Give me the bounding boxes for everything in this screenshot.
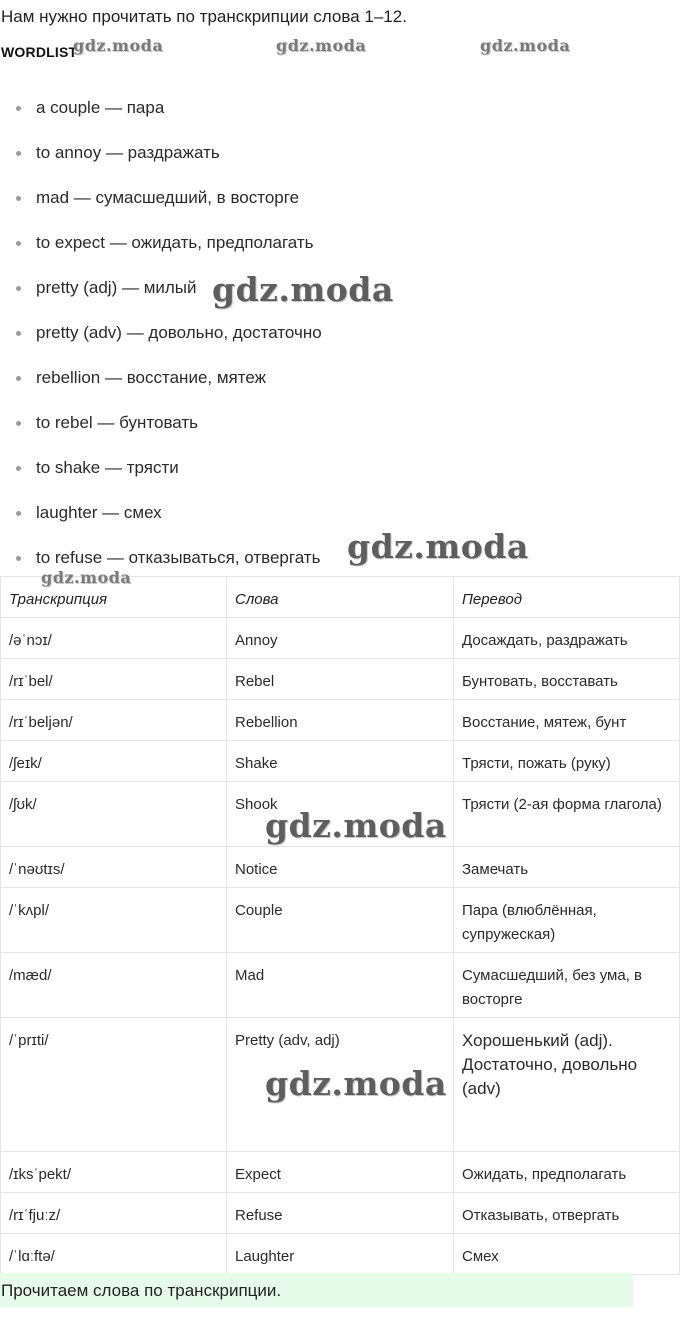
watermark: gdz.moda [212, 270, 394, 309]
intro-text: Нам нужно прочитать по транскрипции слова 1–12. [1, 7, 407, 26]
bullet-icon [16, 331, 21, 336]
list-item-text: pretty (adj) — милый [36, 278, 197, 297]
list-item-text: to rebel — бунтовать [36, 413, 199, 432]
watermark: gdz.moda [265, 806, 447, 845]
list-item [0, 223, 680, 268]
translation-cell: Восстание, мятеж, бунт [454, 700, 680, 741]
bullet-icon [16, 511, 21, 516]
word-cell: Shook [227, 782, 454, 847]
list-item [0, 133, 680, 178]
bullet-icon [16, 151, 21, 156]
table-row [1, 1152, 680, 1193]
list-item [0, 403, 680, 448]
table-row [1, 700, 680, 741]
bullet-icon [16, 421, 21, 426]
column-header: Перевод [454, 577, 680, 618]
transcription-cell: /ʃʊk/ [1, 782, 227, 847]
translation-cell: Хорошенький (adj). Достаточно, довольно (adv) [454, 1018, 680, 1152]
transcription-cell: /rɪˈbel/ [1, 659, 227, 700]
list-item [0, 448, 680, 493]
transcription-cell: /ˈlɑːftə/ [1, 1234, 227, 1275]
transcription-cell: /ˈprɪti/ [1, 1018, 227, 1152]
translation-cell: Отказывать, отвергать [454, 1193, 680, 1234]
watermark: gdz.moda [73, 36, 164, 55]
bullet-icon [16, 106, 21, 111]
bullet-icon [16, 466, 21, 471]
watermark: gdz.moda [276, 36, 367, 55]
column-header: Слова [227, 577, 454, 618]
word-cell: Couple [227, 888, 454, 953]
translation-cell: Трясти, пожать (руку) [454, 741, 680, 782]
list-item-text: rebellion — восстание, мятеж [36, 368, 266, 387]
translation-cell: Пара (влюблённая, супружеская) [454, 888, 680, 953]
transcription-cell: /rɪˈfjuːz/ [1, 1193, 227, 1234]
translation-cell: Смех [454, 1234, 680, 1275]
list-item-text: to shake — трясти [36, 458, 179, 477]
table-row [1, 1018, 680, 1152]
table-row [1, 782, 680, 847]
word-cell: Annoy [227, 618, 454, 659]
watermark: gdz.moda [41, 568, 132, 587]
word-cell: Notice [227, 847, 454, 888]
bullet-icon [16, 196, 21, 201]
watermark: gdz.moda [347, 527, 529, 566]
table-row [1, 1234, 680, 1275]
translation-cell: Ожидать, предполагать [454, 1152, 680, 1193]
bullet-icon [16, 286, 21, 291]
word-cell: Laughter [227, 1234, 454, 1275]
transcription-table [0, 576, 680, 1275]
transcription-cell: /ʃeɪk/ [1, 741, 227, 782]
watermark: gdz.moda [265, 1064, 447, 1103]
table-row [1, 618, 680, 659]
table-row [1, 1193, 680, 1234]
bullet-icon [16, 241, 21, 246]
bullet-icon [16, 376, 21, 381]
list-item-text: a couple — пара [36, 98, 165, 117]
transcription-cell: /ˈkʌpl/ [1, 888, 227, 953]
table-row [1, 741, 680, 782]
word-cell: Expect [227, 1152, 454, 1193]
list-item [0, 313, 680, 358]
word-cell: Refuse [227, 1193, 454, 1234]
list-item-text: to annoy — раздражать [36, 143, 220, 162]
list-item [0, 88, 680, 133]
table-header-row [1, 577, 680, 618]
word-cell: Shake [227, 741, 454, 782]
table-row [1, 847, 680, 888]
transcription-cell: /ɪksˈpekt/ [1, 1152, 227, 1193]
conclusion-text: Прочитаем слова по транскрипции. [0, 1273, 633, 1307]
translation-cell: Сумасшедший, без ума, в восторге [454, 953, 680, 1018]
table-row [1, 888, 680, 953]
transcription-cell: /rɪˈbeljən/ [1, 700, 227, 741]
translation-cell: Досаждать, раздражать [454, 618, 680, 659]
word-cell: Rebel [227, 659, 454, 700]
transcription-cell: /əˈnɔɪ/ [1, 618, 227, 659]
word-cell: Pretty (adv, adj) [227, 1018, 454, 1152]
table-row [1, 659, 680, 700]
transcription-cell: /mæd/ [1, 953, 227, 1018]
list-item-text: mad — сумасшедший, в восторге [36, 188, 300, 207]
word-cell: Rebellion [227, 700, 454, 741]
table-row [1, 953, 680, 1018]
list-item-text: laughter — смех [36, 503, 162, 522]
translation-cell: Бунтовать, восставать [454, 659, 680, 700]
list-item-text: to refuse — отказываться, отвергать [36, 548, 321, 567]
list-item [0, 178, 680, 223]
transcription-cell: /ˈnəʊtɪs/ [1, 847, 227, 888]
translation-cell: Трясти (2-ая форма глагола) [454, 782, 680, 847]
word-list [0, 88, 680, 583]
watermark: gdz.moda [480, 36, 571, 55]
wordlist-heading: WORDLIST [1, 44, 78, 60]
list-item [0, 268, 680, 313]
translation-cell: Замечать [454, 847, 680, 888]
list-item [0, 358, 680, 403]
list-item-text: to expect — ожидать, предполагать [36, 233, 314, 252]
bullet-icon [16, 556, 21, 561]
list-item-text: pretty (adv) — довольно, достаточно [36, 323, 322, 342]
word-cell: Mad [227, 953, 454, 1018]
column-header: Транскрипция [1, 577, 227, 618]
list-item [0, 493, 680, 538]
